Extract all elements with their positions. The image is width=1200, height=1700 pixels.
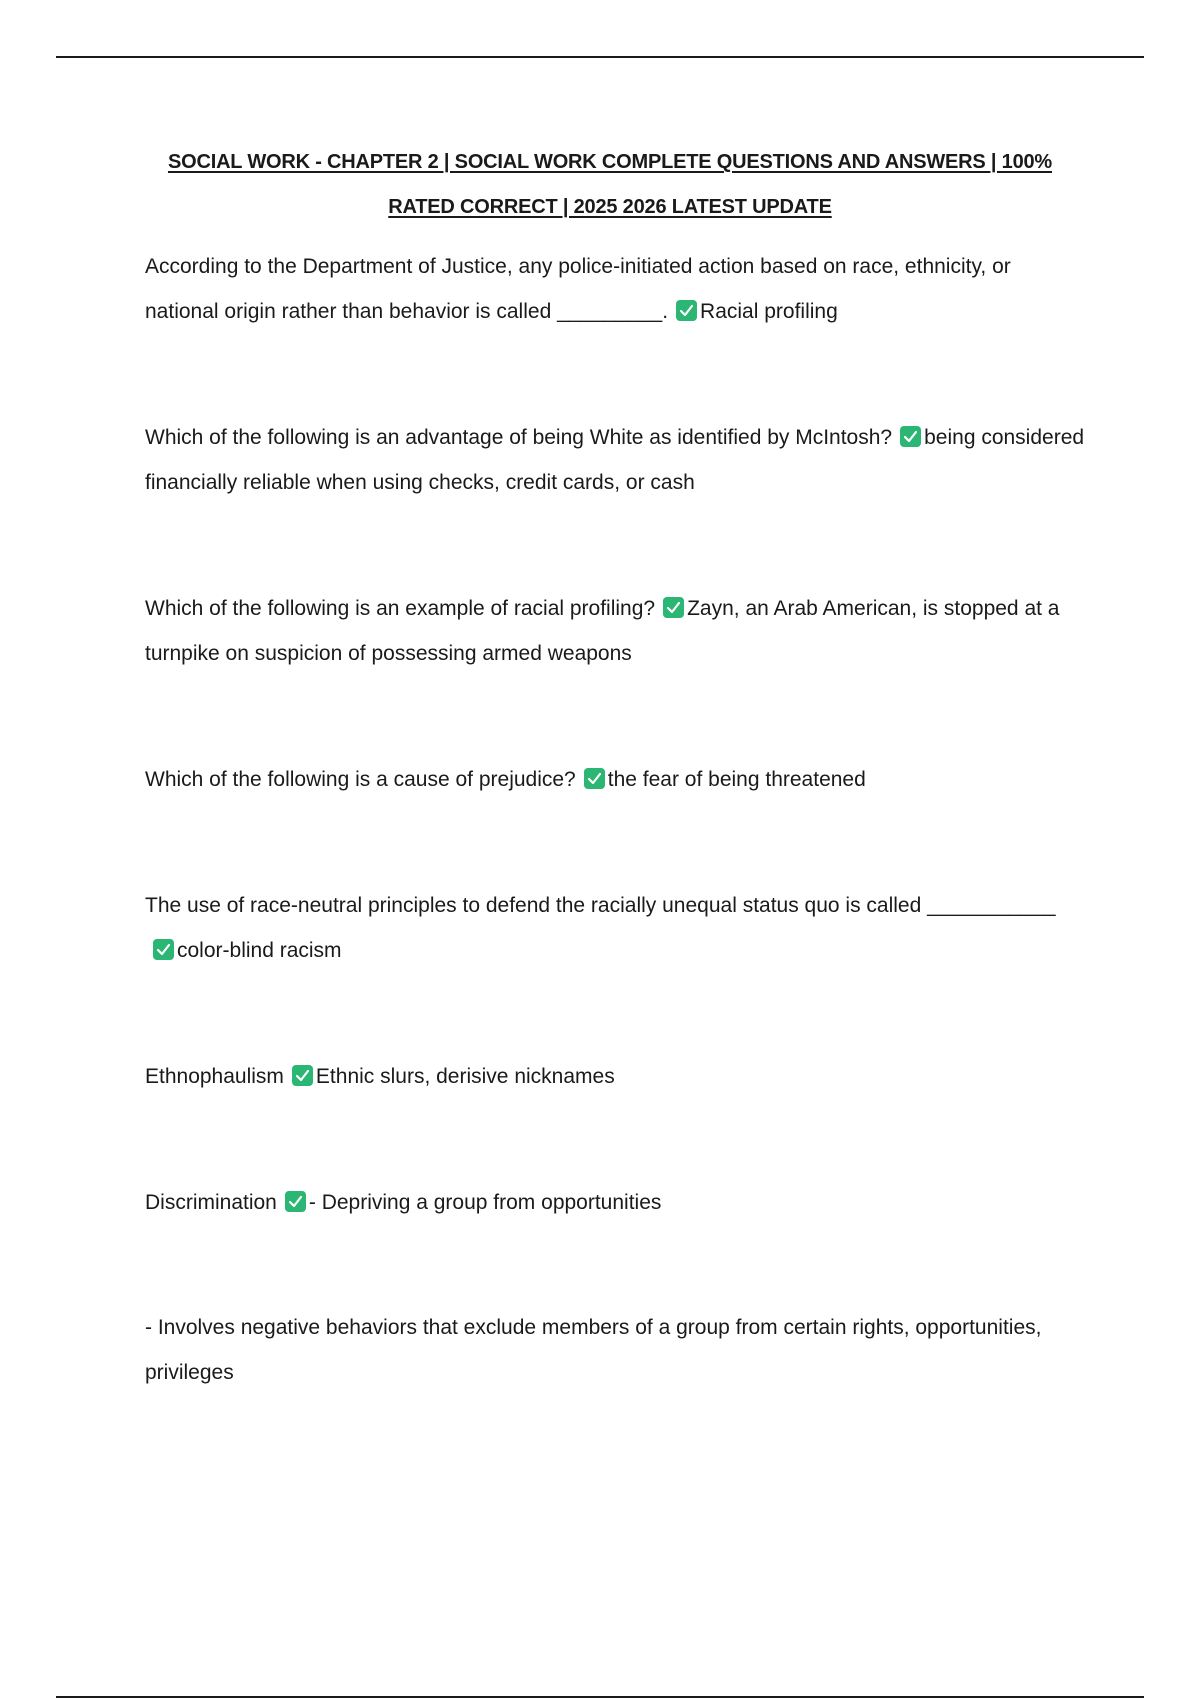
qa-item-1 xyxy=(145,244,1085,334)
qa-item-3 xyxy=(145,586,1085,676)
check-mark-icon xyxy=(285,1191,306,1212)
title-line-2: RATED CORRECT | 2025 2026 LATEST UPDATE xyxy=(388,196,832,218)
check-mark-icon xyxy=(292,1065,313,1086)
top-rule xyxy=(56,56,1144,58)
answer-text: Ethnic slurs, derisive nicknames xyxy=(315,1065,615,1088)
check-mark-icon xyxy=(676,300,697,321)
qa-item-4 xyxy=(145,757,1085,802)
answer-text: Racial profiling xyxy=(700,300,838,323)
question-text: Which of the following is a cause of prejudice? xyxy=(145,768,576,791)
qa-list xyxy=(145,244,1085,1395)
question-text: Which of the following is an advantage of being White as identified by McIntosh? xyxy=(145,426,893,449)
document-title xyxy=(140,140,1080,230)
check-mark-icon xyxy=(153,939,174,960)
answer-text: - Depriving a group from opportunities xyxy=(308,1191,662,1214)
question-text: According to the Department of Justice, any police-initiated action based on race, ethnicity, or national origin rather than behavior is called _________. xyxy=(145,255,1011,323)
qa-item-6 xyxy=(145,1054,1085,1099)
qa-item-8 xyxy=(145,1305,1085,1395)
answer-text: Zayn, an Arab American, is stopped at a turnpike on suspicion of possessing armed weapons xyxy=(145,597,1060,665)
question-text: Ethnophaulism xyxy=(145,1065,284,1088)
bottom-rule xyxy=(56,1696,1144,1698)
qa-item-7 xyxy=(145,1180,1085,1225)
check-mark-icon xyxy=(663,597,684,618)
title-line-1: SOCIAL WORK - CHAPTER 2 | SOCIAL WORK COMPLETE QUESTIONS AND ANSWERS | 100% xyxy=(167,151,1053,173)
continuation-text: - Involves negative behaviors that exclude members of a group from certain rights, opportunities, privileges xyxy=(145,1316,1042,1384)
answer-text: the fear of being threatened xyxy=(607,768,866,791)
question-text: Which of the following is an example of racial profiling? xyxy=(145,597,656,620)
question-text: The use of race-neutral principles to defend the racially unequal status quo is called ___________ xyxy=(145,894,1056,917)
answer-text: color-blind racism xyxy=(177,939,342,962)
answer-text: being considered financially reliable when using checks, credit cards, or cash xyxy=(145,426,1085,494)
qa-item-5 xyxy=(145,883,1085,973)
check-mark-icon xyxy=(900,426,921,447)
check-mark-icon xyxy=(584,768,605,789)
question-text: Discrimination xyxy=(145,1191,277,1214)
qa-item-2 xyxy=(145,415,1085,505)
